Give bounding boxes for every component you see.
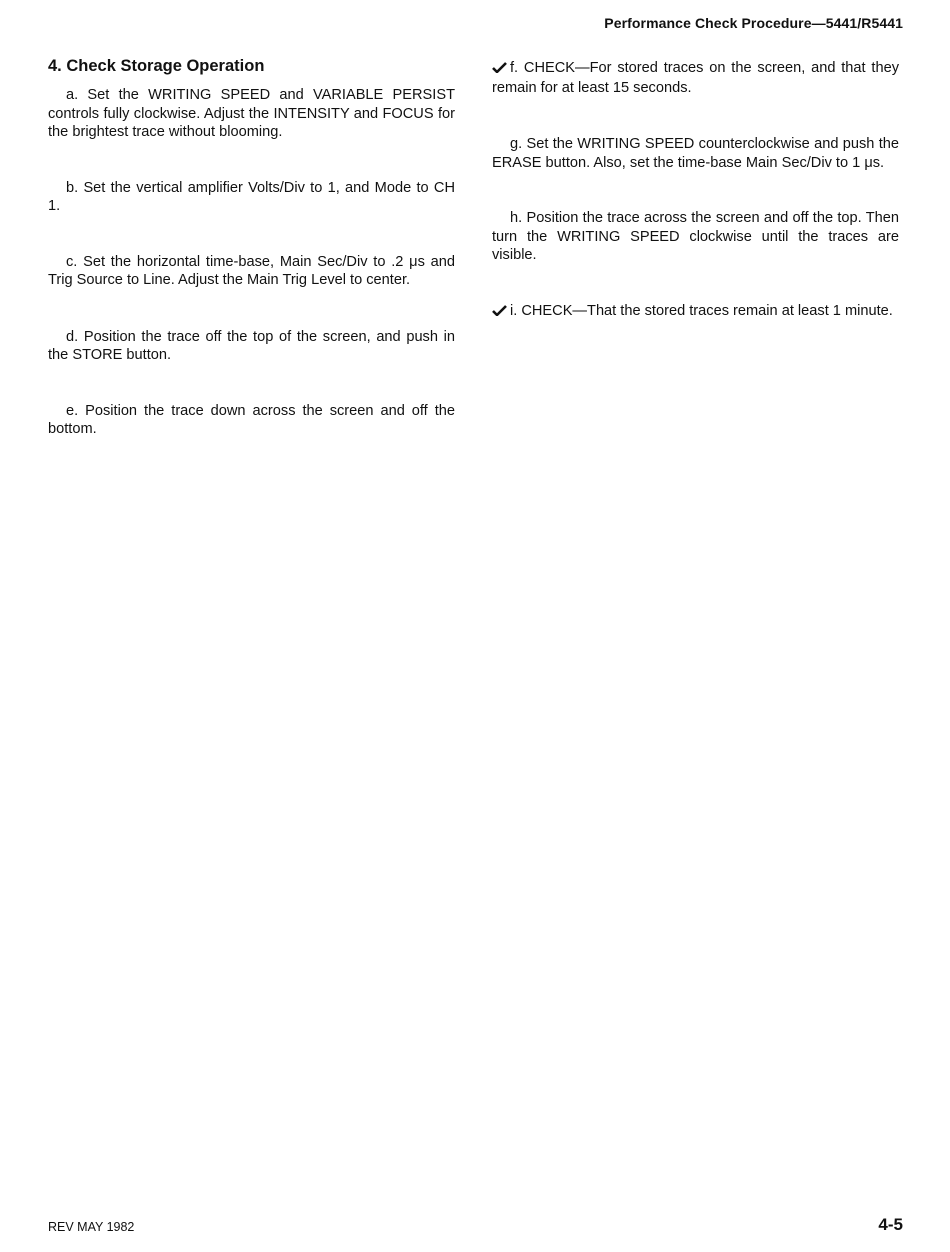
checkmark-icon <box>492 303 507 322</box>
step-f-wrap <box>492 59 899 97</box>
step-e: e. Position the trace down across the screen and off the bottom. <box>48 402 455 437</box>
section-heading: 4. Check Storage Operation <box>48 57 265 75</box>
step-d: d. Position the trace off the top of the screen, and push in the STORE button. <box>48 328 455 363</box>
right-column <box>492 56 899 321</box>
step-a: a. Set the WRITING SPEED and VARIABLE PERSIST controls fully clockwise. Adjust the INTENSITY and FOCUS for the brightest trace without blooming. <box>48 87 455 140</box>
left-column <box>48 56 455 439</box>
revision-date: REV MAY 1982 <box>48 1220 135 1234</box>
step-i: i. CHECK—That the stored traces remain at least 1 minute. <box>510 302 893 319</box>
checkmark-icon <box>492 60 507 79</box>
step-b: b. Set the vertical amplifier Volts/Div to 1, and Mode to CH 1. <box>48 179 455 214</box>
step-i-wrap <box>492 302 899 322</box>
running-head: Performance Check Procedure—5441/R5441 <box>604 15 903 31</box>
step-g: g. Set the WRITING SPEED counterclockwise and push the ERASE button. Also, set the time-base Main Sec/Div to 1 μs. <box>492 136 899 171</box>
step-f: f. CHECK—For stored traces on the screen, and that they remain for at least 15 seconds. <box>492 60 899 96</box>
page-number: 4-5 <box>878 1215 903 1234</box>
step-h: h. Position the trace across the screen and off the top. Then turn the WRITING SPEED clockwise until the traces are visible. <box>492 210 899 263</box>
step-c: c. Set the horizontal time-base, Main Sec/Div to .2 μs and Trig Source to Line. Adjust the Main Trig Level to center. <box>48 253 455 288</box>
